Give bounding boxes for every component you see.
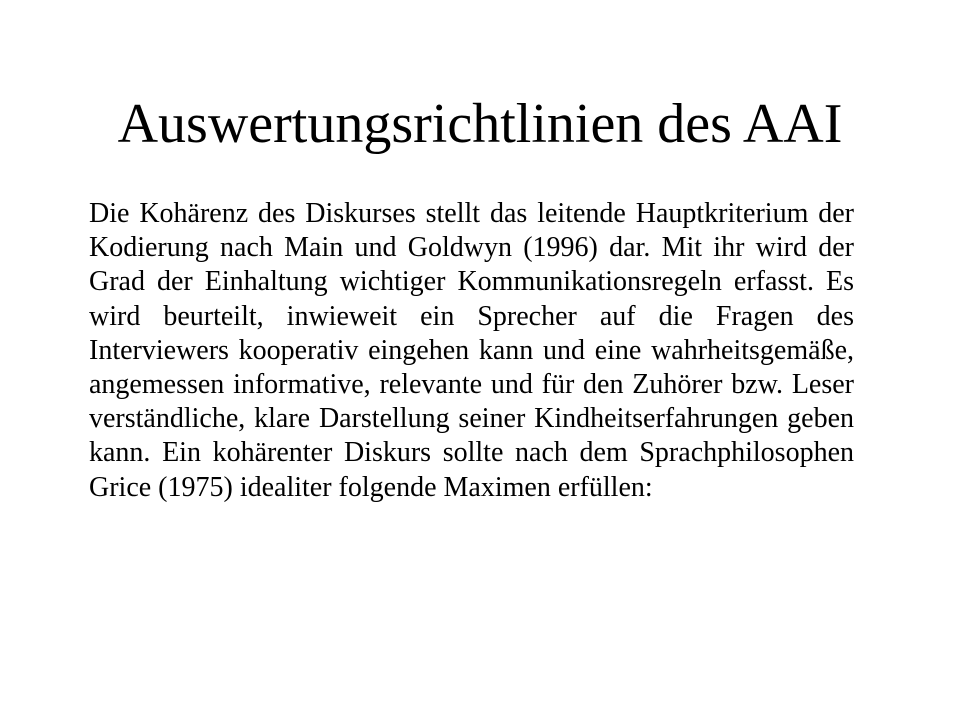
slide-title: Auswertungsrichtlinien des AAI — [117, 93, 843, 155]
slide-body-paragraph: Die Kohärenz des Diskurses stellt das leitende Hauptkriterium der Kodierung nach Main und Goldwyn (1996) dar. Mit ihr wird der Grad der Einhaltung wichtiger Kommunikationsregeln erfasst. Es wird beurteilt, inwieweit ein Sprecher auf die Fragen des Interviewers kooperativ eingehen kann und eine wahrheitsgemäße, angemessen informative, relevante und für den Zuhörer bzw. Leser verständliche, klare Darstellung seiner Kindheitserfahrungen geben kann. Ein kohärenter Diskurs sollte nach dem Sprachphilosophen Grice (1975) idealiter folgende Maximen erfüllen: — [89, 198, 854, 503]
